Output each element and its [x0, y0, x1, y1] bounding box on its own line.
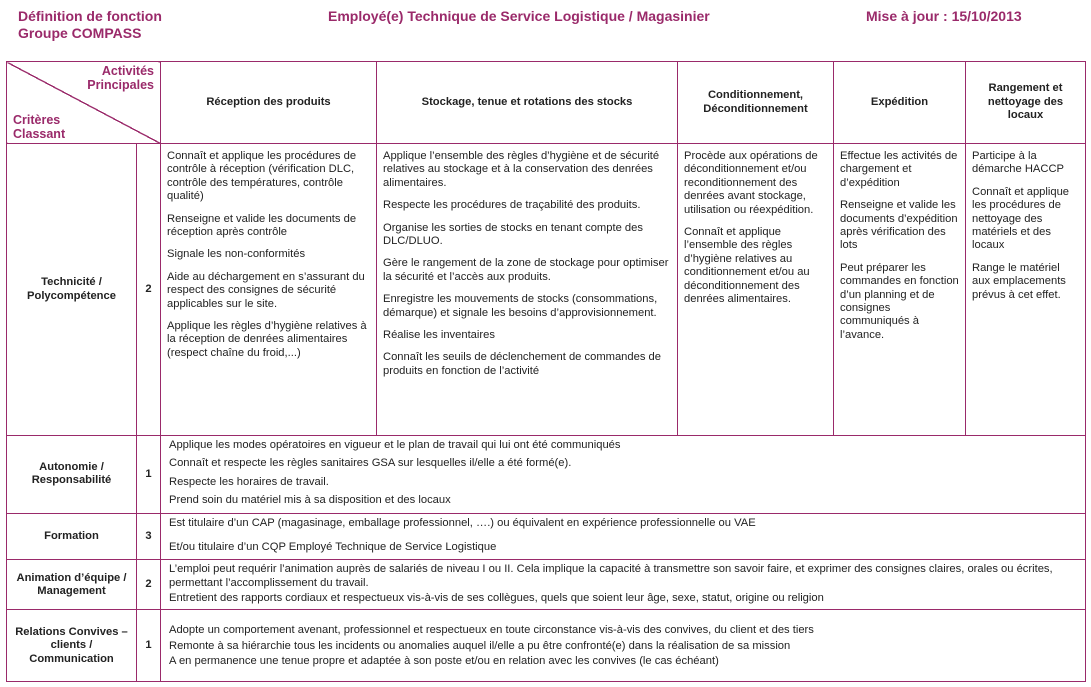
- document-type-label: Définition de fonction: [18, 8, 162, 24]
- list-item: Gère le rangement de la zone de stockage pour optimiser la sécurité et l’accès aux produits.: [383, 257, 669, 283]
- list-item: A en permanence une tenue propre et adaptée à son poste et/ou en relation avec les convives (le cas échéant): [169, 655, 719, 668]
- list-item: Renseigne et valide les documents d’expédition après vérification des lots: [840, 199, 958, 252]
- list-item: Peut préparer les commandes en fonction d’un planning et de consignes communiqués à l’avance.: [840, 261, 959, 341]
- list-item: Applique les modes opératoires en vigueur et le plan de travail qui lui ont été communiqués: [169, 439, 621, 451]
- column-header-row: [7, 62, 1086, 144]
- row-content: [161, 610, 1086, 682]
- table-row-relations: [7, 610, 1086, 682]
- list-item: Respecte les procédures de traçabilité des produits.: [383, 199, 641, 212]
- list-item: Participe à la démarche HACCP: [972, 150, 1065, 176]
- row-content: [161, 436, 1086, 514]
- list-item: Respecte les horaires de travail.: [169, 475, 329, 488]
- level-value: 1: [137, 436, 161, 514]
- level-value: 2: [137, 560, 161, 610]
- list-item: Procède aux opérations de déconditionnement et/ou reconditionnement des denrées avant stockage, utilisation ou réexpédition.: [684, 150, 818, 216]
- column-header-conditionnement: Conditionnement, Déconditionnement: [678, 62, 834, 144]
- column-header-stockage: Stockage, tenue et rotations des stocks: [377, 62, 678, 144]
- list-item: Connaît et applique les procédures de contrôle à réception (vérification DLC, contrôle des températures, contrôle qualité): [167, 150, 357, 203]
- list-item: Est titulaire d’un CAP (magasinage, emballage professionnel, ….) ou équivalent en expérience professionnelle ou VAE: [169, 516, 756, 529]
- header-left: [18, 8, 162, 42]
- criterion-label: Autonomie / Responsabilité: [7, 436, 137, 514]
- row-content: [161, 560, 1086, 610]
- list-item: Connaît les seuils de déclenchement de commandes de produits en fonction de l’activité: [383, 351, 661, 377]
- list-item: Remonte à sa hiérarchie tous les incidents ou anomalies auquel il/elle a pu être confronté(e) dans la réalisation de sa mission: [169, 639, 791, 652]
- list-item: Applique les règles d’hygiène relatives à la réception de denrées alimentaires (respect chaîne du froid,...): [167, 320, 367, 359]
- list-item: Connaît et applique les procédures de nettoyage des matériels et des locaux: [972, 185, 1070, 252]
- table-row-technicite: [7, 144, 1086, 436]
- criterion-label: Animation d’équipe / Management: [7, 560, 137, 610]
- cell-stockage: [377, 144, 678, 436]
- list-item: Adopte un comportement avenant, professionnel et respectueux en toute circonstance vis-à-vis des convives, du client et des tiers: [169, 624, 814, 637]
- job-title: Employé(e) Technique de Service Logistique / Magasinier: [328, 8, 710, 24]
- corner-criteria-label: Critères Classant: [13, 113, 66, 141]
- corner-cell: [7, 62, 161, 144]
- list-item: L’emploi peut requérir l’animation auprès de salariés de niveau I ou II. Cela implique la capacité à transmettre son savoir faire, et exprimer des consignes claires, orales ou écrites, permettant l’accomplissement du travail.: [169, 563, 1053, 589]
- level-value: 3: [137, 513, 161, 560]
- list-item: Effectue les activités de chargement et d’expédition: [840, 150, 958, 189]
- list-item: Enregistre les mouvements de stocks (consommations, démarque) et signale les besoins d’approvisionnement.: [383, 293, 658, 319]
- list-item: Renseigne et valide les documents de réception après contrôle: [167, 212, 357, 239]
- column-header-expedition: Expédition: [834, 62, 966, 144]
- level-value: 1: [137, 610, 161, 682]
- criterion-label: Relations Convives – clients / Communication: [7, 610, 137, 682]
- corner-activities-label: Activités Principales: [87, 64, 154, 92]
- column-header-rangement: Rangement et nettoyage des locaux: [966, 62, 1086, 144]
- criterion-label: Technicité / Polycompétence: [7, 144, 137, 436]
- list-item: Réalise les inventaires: [383, 329, 495, 342]
- list-item: Connaît et applique l’ensemble des règles d’hygiène relatives au conditionnement et/ou au déconditionnement des denrées alimentaires.: [684, 226, 810, 306]
- list-item: Range le matériel aux emplacements prévus à cet effet.: [972, 261, 1066, 301]
- row-content: [161, 513, 1086, 560]
- cell-conditionnement: [678, 144, 834, 436]
- cell-rangement: [966, 144, 1086, 436]
- list-item: Et/ou titulaire d’un CQP Employé Technique de Service Logistique: [169, 541, 497, 554]
- list-item: Entretient des rapports cordiaux et respectueux vis-à-vis de ses collègues, quels que soient leur âge, sexe, statut, origine ou religion: [169, 592, 824, 605]
- list-item: Aide au déchargement en s’assurant du respect des consignes de sécurité applicables sur le site.: [167, 270, 365, 310]
- update-date: Mise à jour : 15/10/2013: [866, 8, 1022, 24]
- table-row-formation: [7, 513, 1086, 560]
- group-name-label: Groupe COMPASS: [18, 25, 142, 41]
- list-item: Signale les non-conformités: [167, 248, 306, 261]
- table-row-autonomie: [7, 436, 1086, 514]
- criterion-label: Formation: [7, 513, 137, 560]
- column-header-reception: Réception des produits: [161, 62, 377, 144]
- function-definition-table: [6, 61, 1086, 682]
- cell-expedition: [834, 144, 966, 436]
- list-item: Connaît et respecte les règles sanitaires GSA sur lesquelles il/elle a été formé(e).: [169, 457, 572, 470]
- table-row-animation: [7, 560, 1086, 610]
- list-item: Organise les sorties de stocks en tenant compte des DLC/DLUO.: [383, 221, 643, 248]
- list-item: Prend soin du matériel mis à sa disposition et des locaux: [169, 494, 451, 507]
- cell-reception: [161, 144, 377, 436]
- level-value: 2: [137, 144, 161, 436]
- list-item: Applique l’ensemble des règles d’hygiène et de sécurité relatives au stockage et à la conservation des denrées alimentaires.: [383, 150, 660, 189]
